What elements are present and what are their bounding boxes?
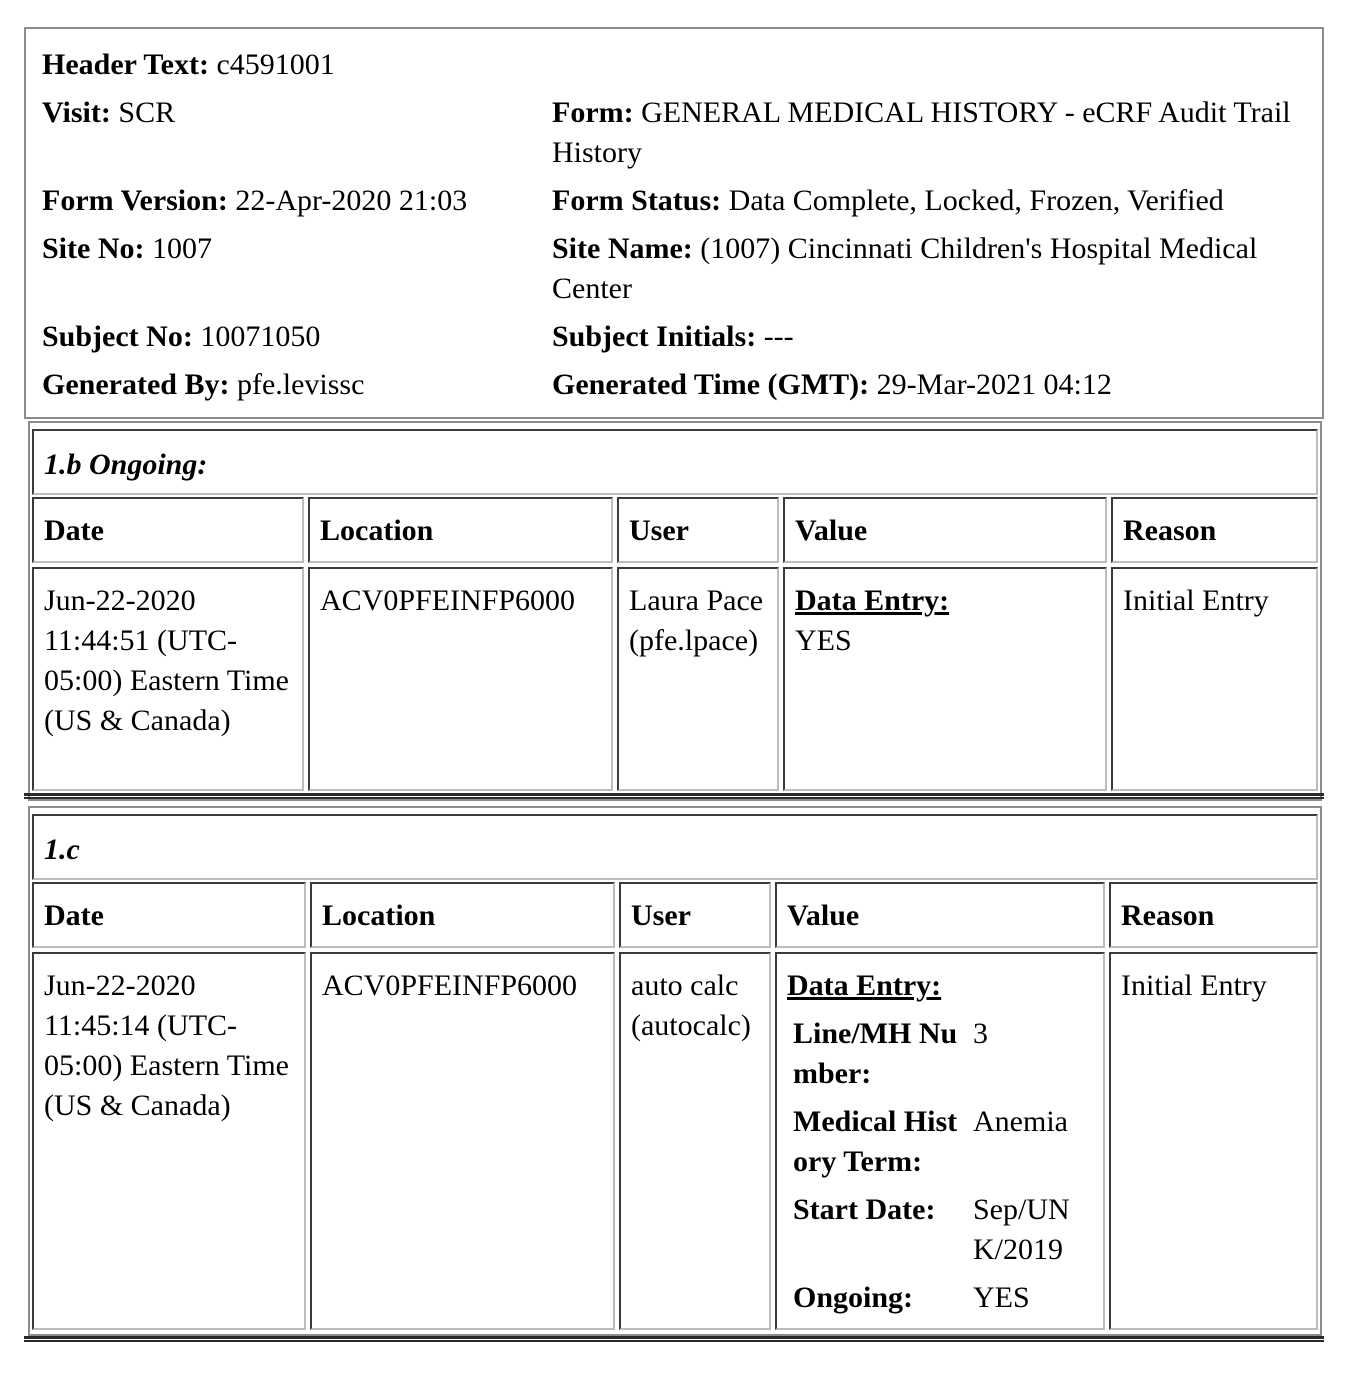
table-cell-user: Laura Pace (pfe.lpace) — [617, 567, 779, 791]
column-header-value: Value — [783, 497, 1107, 563]
column-header-reason: Reason — [1109, 882, 1318, 948]
table-cell-reason: Initial Entry — [1109, 952, 1318, 1330]
field-value: Sep/UNK/2019 — [973, 1193, 1070, 1266]
column-header-location: Location — [310, 882, 615, 948]
form-value: GENERAL MEDICAL HISTORY - eCRF Audit Trail History — [552, 96, 1291, 169]
form-version-value: 22-Apr-2020 21:03 — [235, 184, 468, 217]
form-status-field — [552, 181, 1312, 221]
table-cell-location: ACV0PFEINFP6000 — [308, 567, 613, 791]
form-header — [24, 27, 1324, 419]
form-status-value: Data Complete, Locked, Frozen, Verified — [728, 184, 1224, 217]
site-name-value: (1007) Cincinnati Children's Hospital Medical Center — [552, 232, 1258, 305]
column-header-reason: Reason — [1111, 497, 1318, 563]
site-name-field — [552, 229, 1312, 309]
visit-label: Visit: — [42, 96, 111, 129]
section-divider — [24, 1336, 1324, 1342]
table-cell-value — [775, 952, 1105, 1330]
generated-by-value: pfe.levissc — [236, 368, 365, 401]
site-no-label: Site No: — [42, 232, 145, 265]
table-cell-date: Jun-22-2020 11:44:51 (UTC-05:00) Eastern Time (US & Canada) — [32, 567, 304, 791]
site-no-value: 1007 — [151, 232, 212, 265]
section-title: 1.b Ongoing: — [32, 429, 1318, 495]
data-entry-heading: Data Entry: — [787, 969, 942, 1002]
form-label: Form: — [552, 96, 634, 129]
site-name-label: Site Name: — [552, 232, 693, 265]
data-entry-value: YES — [795, 624, 852, 657]
generated-time-field — [552, 365, 1312, 405]
table-cell-date: Jun-22-2020 11:45:14 (UTC-05:00) Eastern Time (US & Canada) — [32, 952, 306, 1330]
generated-by-field — [42, 365, 532, 405]
table-cell-user: auto calc (autocalc) — [619, 952, 771, 1330]
table-cell-value — [783, 567, 1107, 791]
field-label: Medical History Term: — [793, 1105, 958, 1178]
subject-no-field — [42, 317, 532, 357]
field-value: YES — [973, 1281, 1030, 1314]
table-cell-location: ACV0PFEINFP6000 — [310, 952, 615, 1330]
section-title: 1.c — [32, 814, 1318, 880]
subject-no-value: 10071050 — [200, 320, 321, 353]
section-divider — [24, 793, 1324, 799]
subject-no-label: Subject No: — [42, 320, 193, 353]
column-header-date: Date — [32, 882, 306, 948]
field-label: Ongoing: — [793, 1281, 914, 1314]
generated-by-label: Generated By: — [42, 368, 230, 401]
generated-time-label: Generated Time (GMT): — [552, 368, 870, 401]
header-text-label: Header Text: — [42, 48, 209, 81]
form-status-label: Form Status: — [552, 184, 722, 217]
table-cell-reason: Initial Entry — [1111, 567, 1318, 791]
field-value: 3 — [973, 1017, 988, 1050]
field-value: Anemia — [973, 1105, 1068, 1138]
subject-initials-value: --- — [763, 320, 794, 353]
site-no-field — [42, 229, 532, 269]
form-version-field — [42, 181, 532, 221]
form-field — [552, 93, 1312, 173]
field-label: Start Date: — [793, 1193, 936, 1226]
subject-initials-field — [552, 317, 1312, 357]
header-text-value: c4591001 — [216, 48, 335, 81]
subject-initials-label: Subject Initials: — [552, 320, 757, 353]
column-header-value: Value — [775, 882, 1105, 948]
header-text-field — [42, 45, 532, 85]
field-label: Line/MH Number: — [793, 1017, 958, 1090]
column-header-location: Location — [308, 497, 613, 563]
audit-section-1b — [28, 421, 1322, 801]
column-header-date: Date — [32, 497, 304, 563]
audit-section-1c — [28, 806, 1322, 1336]
visit-value: SCR — [118, 96, 176, 129]
column-header-user: User — [619, 882, 771, 948]
column-header-user: User — [617, 497, 779, 563]
visit-field — [42, 93, 532, 133]
generated-time-value: 29-Mar-2021 04:12 — [876, 368, 1112, 401]
form-version-label: Form Version: — [42, 184, 228, 217]
data-entry-heading: Data Entry: — [795, 584, 950, 617]
